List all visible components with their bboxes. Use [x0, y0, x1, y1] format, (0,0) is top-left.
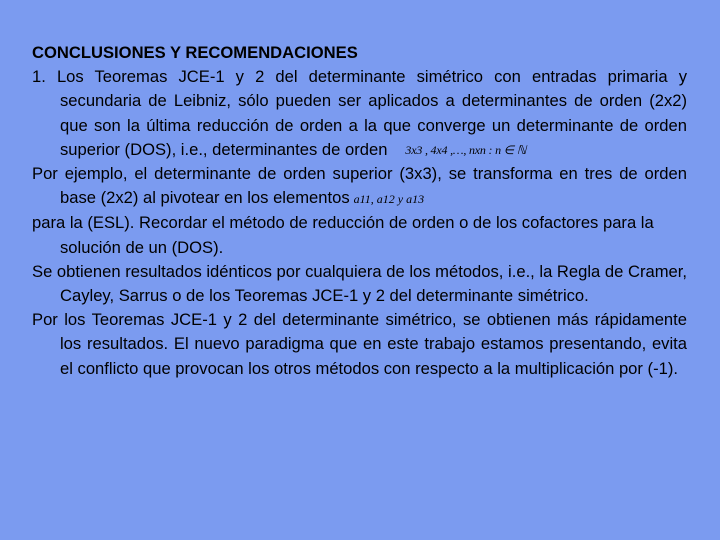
- pivot-elements: [354, 192, 424, 206]
- esl-paragraph: para la (ESL). Recordar el método de reducción de orden o de los cofactores para la solución de un (DOS).: [32, 213, 654, 257]
- methods-paragraph: Se obtienen resultados idénticos por cualquiera de los métodos, i.e., la Regla de Cramer, Cayley, Sarrus o de los Teoremas JCE-1 y 2 del determinante simétrico.: [32, 261, 687, 306]
- conclusion-item-1: [32, 65, 687, 162]
- pivot-element-a12: a12: [376, 192, 395, 207]
- slide-content: [32, 41, 687, 381]
- order-formula: 3x3 , 4x4 ,…, nxn : n ∈ ℕ: [405, 142, 527, 157]
- pivot-element-and: y: [397, 192, 404, 207]
- example-paragraph: [32, 162, 687, 211]
- example-paragraph-text: Por ejemplo, el determinante de orden superior (3x3), se transforma en tres de orden base (2x2) al pivotear en los elementos: [32, 164, 687, 208]
- pivot-element-a13: a13: [406, 192, 425, 207]
- pivot-element-a11: a11,: [353, 192, 374, 207]
- slide-title: CONCLUSIONES Y RECOMENDACIONES: [32, 43, 358, 62]
- paradigm-paragraph: Por los Teoremas JCE-1 y 2 del determinante simétrico, se obtienen más rápidamente los resultados. El nuevo paradigma que en este trabajo estamos presentando, evita el conflicto que provocan los otros métodos con respecto a la multiplicación por (-1).: [32, 310, 687, 378]
- conclusion-item-1-text: 1. Los Teoremas JCE-1 y 2 del determinante simétrico con entradas primaria y secundaria de Leibniz, sólo pueden ser aplicados a determinantes de orden (2x2) que son la última reducción de orden a la que converge un determinante de orden superior (DOS), i.e., determinantes de orden: [32, 67, 687, 159]
